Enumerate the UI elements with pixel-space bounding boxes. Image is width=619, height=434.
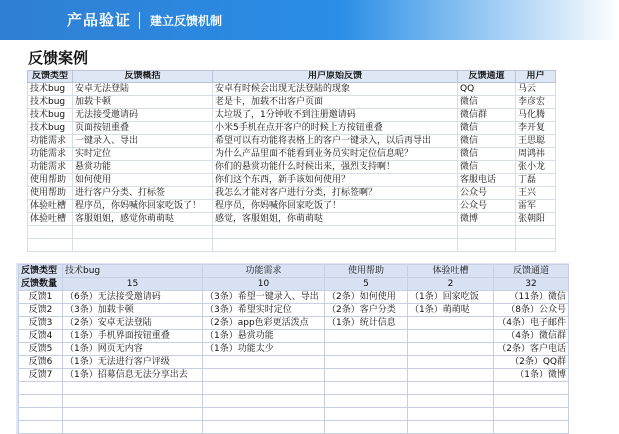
summary-cell: [325, 330, 408, 343]
summary-cell: [203, 356, 325, 369]
summary-cell: （8条）公众号: [494, 304, 569, 317]
table-row: [28, 83, 556, 96]
summary-cell: （3条）希望一键录入、导出: [203, 291, 325, 304]
table-cell: 王兴: [516, 187, 556, 200]
summary-row-empty: [19, 382, 569, 395]
summary-cell: （3条）希望实时定位: [203, 304, 325, 317]
table-cell: 客服姐姐，感觉你萌萌哒: [73, 213, 213, 226]
table-row: [28, 96, 556, 109]
table-cell: 张朝阳: [516, 213, 556, 226]
table-cell: 如何使用: [73, 174, 213, 187]
table-cell: [516, 239, 556, 252]
summary-cell: （3条）加载卡顿: [63, 304, 203, 317]
summary-category-header: 技术bug: [63, 265, 203, 278]
summary-cell: [494, 421, 569, 434]
table-cell: 实时定位: [73, 148, 213, 161]
summary-row-label: 反馈5: [19, 343, 63, 356]
summary-row-label: 反馈1: [19, 291, 63, 304]
table-row: [28, 161, 556, 174]
table-row: [28, 122, 556, 135]
summary-cell: （1条）功能太少: [203, 343, 325, 356]
table-row: [28, 187, 556, 200]
summary-category-header: 使用帮助: [325, 265, 408, 278]
summary-row: [19, 330, 569, 343]
summary-cell: [325, 395, 408, 408]
summary-cell: [408, 343, 494, 356]
table-cell: 微信: [458, 135, 516, 148]
table-cell: 程序员，你妈喊你回家吃饭了！: [73, 200, 213, 213]
summary-cell: [203, 421, 325, 434]
table-cell: 太垃圾了，1分钟收不到注册邀请码: [213, 109, 458, 122]
table-row-empty: [28, 239, 556, 252]
header-divider: [139, 12, 140, 29]
table-row: [28, 135, 556, 148]
summary-cell: （1条）统计信息: [325, 317, 408, 330]
summary-cell: [325, 356, 408, 369]
summary-cell: [494, 395, 569, 408]
summary-cell: [408, 382, 494, 395]
table-cell: 使用帮助: [28, 174, 73, 187]
summary-cell: [325, 369, 408, 382]
table-cell: 功能需求: [28, 148, 73, 161]
summary-count-value: 5: [325, 278, 408, 291]
table-cell: 我怎么才能对客户进行分类，打标签啊？: [213, 187, 458, 200]
summary-cell: （1条）悬赏功能: [203, 330, 325, 343]
table-cell: 悬赏功能: [73, 161, 213, 174]
summary-cell: （1条）微博: [494, 369, 569, 382]
summary-cell: （1条）无法进行客户评级: [63, 356, 203, 369]
table-cell: 微信群: [458, 109, 516, 122]
summary-cell: [203, 408, 325, 421]
summary-row-label: 反馈6: [19, 356, 63, 369]
summary-category-header: 体验吐槽: [408, 265, 494, 278]
summary-cell: （1条）网页无内容: [63, 343, 203, 356]
table-cell: 感觉，客服姐姐，你萌萌哒: [213, 213, 458, 226]
summary-row-label: 反馈3: [19, 317, 63, 330]
table-cell: 你们这个东西，新手该如何使用？: [213, 174, 458, 187]
summary-cell: [203, 382, 325, 395]
table-row: [28, 200, 556, 213]
summary-cell: [63, 421, 203, 434]
summary-row: [19, 304, 569, 317]
section-title: 反馈案例: [28, 49, 89, 67]
table-cell: 技术bug: [28, 109, 73, 122]
table-cell: 微信: [458, 148, 516, 161]
table-cell: 功能需求: [28, 161, 73, 174]
table-cell: [28, 226, 73, 239]
table-cell: 客服电话: [458, 174, 516, 187]
feedback-summary-table: [18, 264, 569, 434]
column-header: 用户: [516, 71, 556, 83]
table-cell: 你们的悬赏功能什么时候出来，强烈支持啊！: [213, 161, 458, 174]
summary-cell: [203, 369, 325, 382]
summary-row: [19, 343, 569, 356]
table-row: [28, 174, 556, 187]
table-cell: 雷军: [516, 200, 556, 213]
table-cell: 公众号: [458, 187, 516, 200]
table-row: [28, 213, 556, 226]
summary-header-row: [19, 265, 569, 278]
table-cell: 无法接受邀请码: [73, 109, 213, 122]
summary-count-value: 10: [203, 278, 325, 291]
column-header: 用户原始反馈: [213, 71, 458, 83]
summary-cell: [63, 395, 203, 408]
summary-cell: [408, 395, 494, 408]
table-cell: QQ: [458, 83, 516, 96]
table-row: [28, 109, 556, 122]
summary-cell: [494, 382, 569, 395]
table-cell: [213, 239, 458, 252]
header-subtitle: 建立反馈机制: [150, 14, 223, 28]
summary-cell: [408, 356, 494, 369]
table-cell: 小米5手机在点开客户的时候上方按钮重叠: [213, 122, 458, 135]
table-cell: [458, 226, 516, 239]
summary-cell: （2条）如何使用: [325, 291, 408, 304]
summary-cell: [325, 408, 408, 421]
summary-cell: （2条）客户分类: [325, 304, 408, 317]
table-cell: 使用帮助: [28, 187, 73, 200]
summary-cell: （2条）安卓无法登陆: [63, 317, 203, 330]
header-title: 产品验证: [67, 11, 132, 29]
table-cell: 希望可以有功能将表格上的客户一键录入，以后再导出: [213, 135, 458, 148]
summary-cell: [408, 421, 494, 434]
table-cell: 技术bug: [28, 83, 73, 96]
table-cell: 微信: [458, 161, 516, 174]
summary-category-header: 功能需求: [203, 265, 325, 278]
summary-row: [19, 356, 569, 369]
table-cell: 马云: [516, 83, 556, 96]
table-cell: [516, 226, 556, 239]
table-cell: 页面按钮重叠: [73, 122, 213, 135]
summary-cell: （6条）无法接受邀请码: [63, 291, 203, 304]
summary-row: [19, 317, 569, 330]
summary-row-empty: [19, 395, 569, 408]
summary-cell: [19, 408, 63, 421]
summary-cell: [408, 317, 494, 330]
summary-row-empty: [19, 408, 569, 421]
column-header: 反馈通道: [458, 71, 516, 83]
table-cell: [458, 239, 516, 252]
feedback-cases-table: [27, 70, 556, 252]
cases-header-row: [28, 71, 556, 83]
summary-count-value: 15: [63, 278, 203, 291]
table-cell: 王思聪: [516, 135, 556, 148]
table-cell: 马化腾: [516, 109, 556, 122]
table-cell: 微博: [458, 213, 516, 226]
summary-cell: [408, 369, 494, 382]
table-cell: [73, 239, 213, 252]
summary-category-header: 反馈通道: [494, 265, 569, 278]
summary-cell: （2条）客户电话: [494, 343, 569, 356]
table-cell: 功能需求: [28, 135, 73, 148]
summary-cell: [408, 408, 494, 421]
summary-cell: [63, 408, 203, 421]
summary-cell: [19, 395, 63, 408]
summary-cell: （1条）萌萌哒: [408, 304, 494, 317]
summary-cell: [63, 382, 203, 395]
column-header: 反馈类型: [28, 71, 73, 83]
summary-cell: [203, 395, 325, 408]
table-cell: 安卓有时候会出现无法登陆的现象: [213, 83, 458, 96]
table-cell: 技术bug: [28, 96, 73, 109]
summary-count-value: 2: [408, 278, 494, 291]
table-cell: 程序员，你妈喊你回家吃饭了！: [213, 200, 458, 213]
column-header: 反馈概括: [73, 71, 213, 83]
table-cell: 体验吐槽: [28, 213, 73, 226]
summary-cell: （2条）app色彩更活泼点: [203, 317, 325, 330]
table-cell: 安卓无法登陆: [73, 83, 213, 96]
summary-cell: （1条）招募信息无法分享出去: [63, 369, 203, 382]
summary-row-empty: [19, 421, 569, 434]
summary-cell: （1条）手机界面按钮重叠: [63, 330, 203, 343]
summary-count-label: 反馈数量: [19, 278, 63, 291]
summary-cell: [325, 343, 408, 356]
summary-cell: （2条）QQ群: [494, 356, 569, 369]
summary-cell: （1条）回家吃饭: [408, 291, 494, 304]
table-cell: 周鸿祎: [516, 148, 556, 161]
table-cell: 加载卡顿: [73, 96, 213, 109]
table-cell: 技术bug: [28, 122, 73, 135]
summary-row-label: 反馈2: [19, 304, 63, 317]
table-cell: 为什么产品里面不能看到业务员实时定位信息呢？: [213, 148, 458, 161]
summary-cell: [325, 421, 408, 434]
table-cell: 李彦宏: [516, 96, 556, 109]
summary-count-value: 32: [494, 278, 569, 291]
table-cell: 微信: [458, 96, 516, 109]
summary-cell: [325, 382, 408, 395]
summary-row-label: 反馈7: [19, 369, 63, 382]
table-cell: 丁磊: [516, 174, 556, 187]
summary-type-label: 反馈类型: [19, 265, 63, 278]
table-row-empty: [28, 226, 556, 239]
table-cell: 一键录入、导出: [73, 135, 213, 148]
table-cell: 公众号: [458, 200, 516, 213]
table-cell: 李开复: [516, 122, 556, 135]
summary-row-label: 反馈4: [19, 330, 63, 343]
table-cell: 体验吐槽: [28, 200, 73, 213]
table-cell: 进行客户分类、打标签: [73, 187, 213, 200]
summary-count-row: [19, 278, 569, 291]
summary-cell: [494, 408, 569, 421]
table-cell: [213, 226, 458, 239]
table-cell: 微信: [458, 122, 516, 135]
summary-cell: [19, 382, 63, 395]
summary-cell: （4条）电子邮件: [494, 317, 569, 330]
summary-row: [19, 291, 569, 304]
summary-row: [19, 369, 569, 382]
table-cell: [28, 239, 73, 252]
summary-cell: （4条）微信群: [494, 330, 569, 343]
slide-header-bar: [0, 0, 619, 40]
table-cell: [73, 226, 213, 239]
table-cell: 老是卡，加载不出客户页面: [213, 96, 458, 109]
summary-cell: [408, 330, 494, 343]
table-row: [28, 148, 556, 161]
summary-cell: [19, 421, 63, 434]
table-cell: 张小龙: [516, 161, 556, 174]
summary-cell: （11条）微信: [494, 291, 569, 304]
